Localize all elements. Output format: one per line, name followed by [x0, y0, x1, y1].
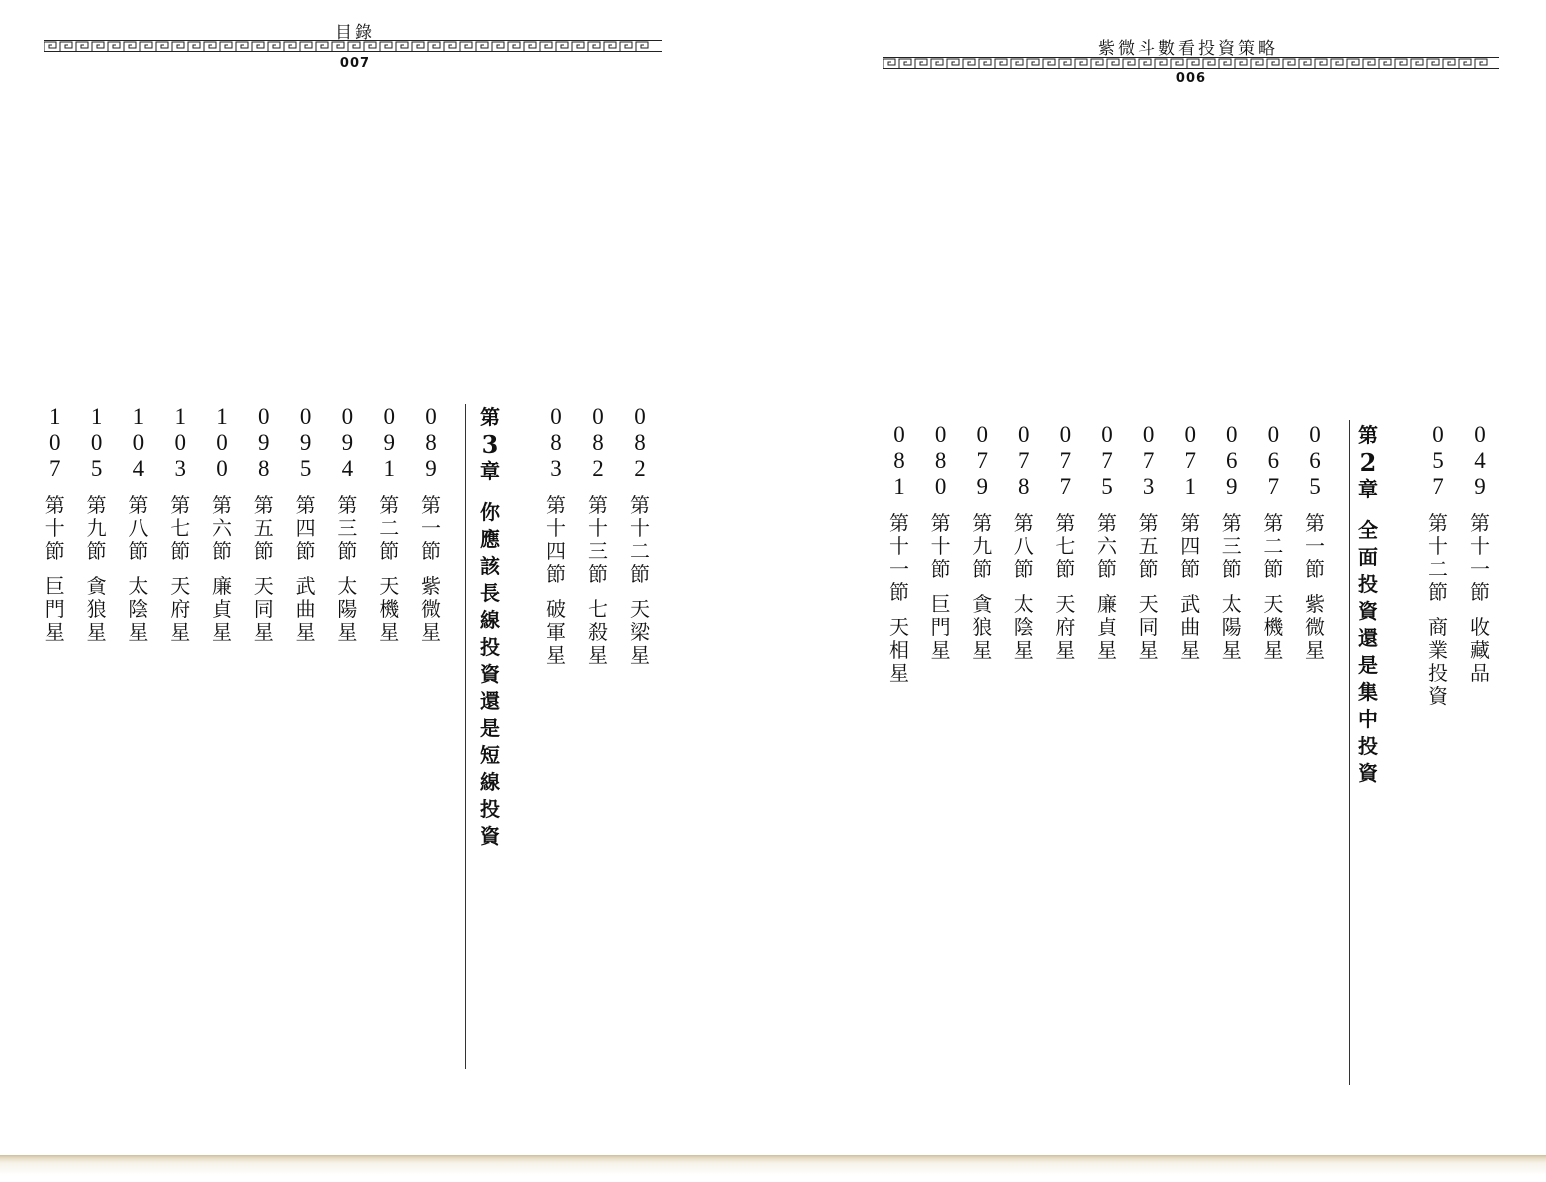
toc-section-title: 太 陽 星: [1221, 592, 1242, 662]
toc-page-number: 0 9 4: [341, 404, 354, 481]
toc-page-number: 0 7 7: [1059, 422, 1072, 499]
toc-page-number: 0 7 5: [1101, 422, 1113, 499]
toc-section-label: 第 十 二 節: [1428, 511, 1448, 604]
chapter-suffix: 章: [1358, 477, 1378, 501]
toc-page-number: 0 8 2: [592, 404, 604, 481]
toc-section-title: 紫 微 星: [1305, 592, 1325, 662]
toc-section-label: 第 三 節: [337, 493, 358, 563]
toc-section-label: 第 六 節: [212, 493, 232, 563]
toc-section-title: 貪 狼 星: [972, 592, 993, 662]
toc-section-title: 太 陰 星: [128, 574, 149, 644]
toc-entry[interactable]: [625, 404, 655, 667]
toc-section-label: 第 八 節: [1013, 511, 1034, 581]
toc-page-number: 0 7 9: [976, 422, 988, 499]
right-meander-border: [883, 57, 1499, 69]
toc-entry[interactable]: [123, 404, 153, 644]
toc-entry[interactable]: [1092, 422, 1122, 662]
toc-page-number: 0 9 8: [258, 404, 270, 481]
toc-entry[interactable]: [926, 422, 956, 662]
toc-section-title: 武 曲 星: [1180, 592, 1201, 662]
toc-section-label: 第 六 節: [1097, 511, 1117, 581]
toc-entry[interactable]: [332, 404, 362, 644]
toc-section-label: 第 七 節: [170, 493, 191, 563]
toc-page-number: 0 6 9: [1226, 422, 1238, 499]
toc-page-number: 0 5 7: [1432, 422, 1444, 499]
toc-section-label: 第 四 節: [1180, 511, 1201, 581]
toc-section-label: 第 九 節: [972, 511, 993, 581]
toc-page-number: 0 6 5: [1309, 422, 1321, 499]
toc-entry[interactable]: [1050, 422, 1080, 662]
toc-section-title: 廉 貞 星: [1097, 592, 1117, 662]
toc-page-number: 1 0 5: [90, 404, 103, 481]
toc-section-title: 七 殺 星: [588, 597, 608, 667]
toc-entry[interactable]: [416, 404, 446, 644]
toc-section-label: 第 九 節: [86, 493, 107, 563]
toc-page-number: 0 7 3: [1142, 422, 1155, 499]
toc-entry[interactable]: [967, 422, 997, 662]
toc-page-number: 0 8 3: [550, 404, 562, 481]
left-chapter-heading: [472, 404, 508, 850]
toc-page-number: 0 8 9: [425, 404, 437, 481]
right-running-title: 紫微斗數看投資策略: [1098, 39, 1278, 59]
toc-section-title: 天 同 星: [253, 574, 274, 644]
meander-pattern: [883, 57, 1499, 69]
toc-section-label: 第 二 節: [1263, 511, 1284, 581]
chapter-suffix: 章: [480, 459, 500, 483]
toc-page-number: 0 8 2: [634, 404, 646, 481]
toc-section-title: 收 藏 品: [1470, 615, 1490, 685]
toc-page-number: 0 4 9: [1474, 422, 1486, 499]
right-page-number: 006: [1175, 71, 1207, 86]
toc-section-title: 巨 門 星: [44, 574, 65, 644]
chapter-title: 全 面 投 資 還 是 集 中 投 資: [1358, 518, 1378, 785]
toc-section-label: 第 十 二 節: [630, 493, 650, 586]
toc-section-label: 第 十 四 節: [546, 493, 566, 586]
toc-section-title: 天 同 星: [1138, 592, 1159, 662]
left-meander-border: [44, 40, 662, 52]
toc-section-label: 第 七 節: [1055, 511, 1076, 581]
toc-section-title: 太 陽 星: [337, 574, 358, 644]
toc-section-label: 第 十 三 節: [588, 493, 608, 586]
right-chapter-rule: [1349, 420, 1350, 1085]
chapter-number: 2: [1359, 448, 1377, 477]
toc-section-title: 巨 門 星: [930, 592, 951, 662]
toc-entry[interactable]: [165, 404, 195, 644]
toc-section-label: 第 三 節: [1221, 511, 1242, 581]
toc-section-label: 第 五 節: [253, 493, 274, 563]
right-page: [773, 0, 1546, 1155]
left-page-number: 007: [339, 56, 371, 71]
left-running-title: 目錄: [335, 23, 375, 43]
toc-page-number: 0 7 8: [1018, 422, 1030, 499]
toc-page-number: 0 6 7: [1267, 422, 1280, 499]
toc-entry[interactable]: [40, 404, 70, 644]
right-chapter-heading: [1350, 422, 1386, 787]
toc-page-number: 0 8 1: [893, 422, 905, 499]
chapter-prefix: 第: [1358, 423, 1378, 447]
toc-section-label: 第 一 節: [1305, 511, 1325, 581]
toc-entry[interactable]: [1175, 422, 1205, 662]
toc-section-title: 紫 微 星: [421, 574, 441, 644]
chapter-title: 你 應 該 長 線 投 資 還 是 短 線 投 資: [480, 500, 500, 848]
toc-section-title: 武 曲 星: [295, 574, 316, 644]
toc-section-label: 第 十 一 節: [1470, 511, 1490, 604]
toc-section-title: 天 機 星: [379, 574, 400, 644]
toc-section-label: 第 十 一 節: [889, 511, 909, 604]
toc-section-label: 第 二 節: [379, 493, 400, 563]
toc-entry[interactable]: [249, 404, 279, 644]
toc-page-number: 1 0 4: [132, 404, 145, 481]
toc-section-title: 天 相 星: [889, 615, 909, 685]
toc-page-number: 1 0 7: [49, 404, 61, 481]
toc-section-title: 廉 貞 星: [212, 574, 232, 644]
left-page: [0, 0, 773, 1155]
toc-section-title: 破 軍 星: [546, 597, 566, 667]
toc-entry[interactable]: [1423, 422, 1453, 708]
meander-pattern: [44, 40, 662, 52]
toc-page-number: 1 0 0: [216, 404, 228, 481]
toc-page-number: 0 7 1: [1184, 422, 1196, 499]
toc-page-number: 0 9 1: [383, 404, 395, 481]
left-chapter-rule: [465, 404, 466, 1069]
toc-entry[interactable]: [1465, 422, 1495, 685]
toc-section-title: 天 府 星: [170, 574, 191, 644]
toc-section-label: 第 五 節: [1138, 511, 1159, 581]
toc-entry[interactable]: [1134, 422, 1164, 662]
toc-section-title: 商 業 投 資: [1428, 615, 1448, 708]
toc-section-title: 天 梁 星: [630, 597, 650, 667]
toc-section-title: 太 陰 星: [1013, 592, 1034, 662]
toc-entry[interactable]: [884, 422, 914, 685]
toc-section-label: 第 八 節: [128, 493, 149, 563]
toc-page-number: 1 0 3: [174, 404, 186, 481]
chapter-number: 3: [481, 430, 499, 459]
toc-section-label: 第 一 節: [421, 493, 441, 563]
toc-entry[interactable]: [1217, 422, 1247, 662]
chapter-prefix: 第: [480, 405, 500, 429]
toc-entry[interactable]: [82, 404, 112, 644]
toc-entry[interactable]: [207, 404, 237, 644]
toc-section-label: 第 十 節: [44, 493, 65, 563]
toc-entry[interactable]: [1300, 422, 1330, 662]
toc-section-title: 天 機 星: [1263, 592, 1284, 662]
toc-page-number: 0 8 0: [934, 422, 947, 499]
toc-section-title: 天 府 星: [1055, 592, 1076, 662]
toc-entry[interactable]: [374, 404, 404, 644]
toc-section-label: 第 四 節: [295, 493, 316, 563]
scan-bottom-edge: [0, 1155, 1546, 1182]
toc-entry[interactable]: [291, 404, 321, 644]
toc-entry[interactable]: [541, 404, 571, 667]
toc-section-title: 貪 狼 星: [86, 574, 107, 644]
toc-page-number: 0 9 5: [299, 404, 312, 481]
toc-entry[interactable]: [1009, 422, 1039, 662]
toc-section-label: 第 十 節: [930, 511, 951, 581]
toc-entry[interactable]: [583, 404, 613, 667]
toc-entry[interactable]: [1258, 422, 1288, 662]
